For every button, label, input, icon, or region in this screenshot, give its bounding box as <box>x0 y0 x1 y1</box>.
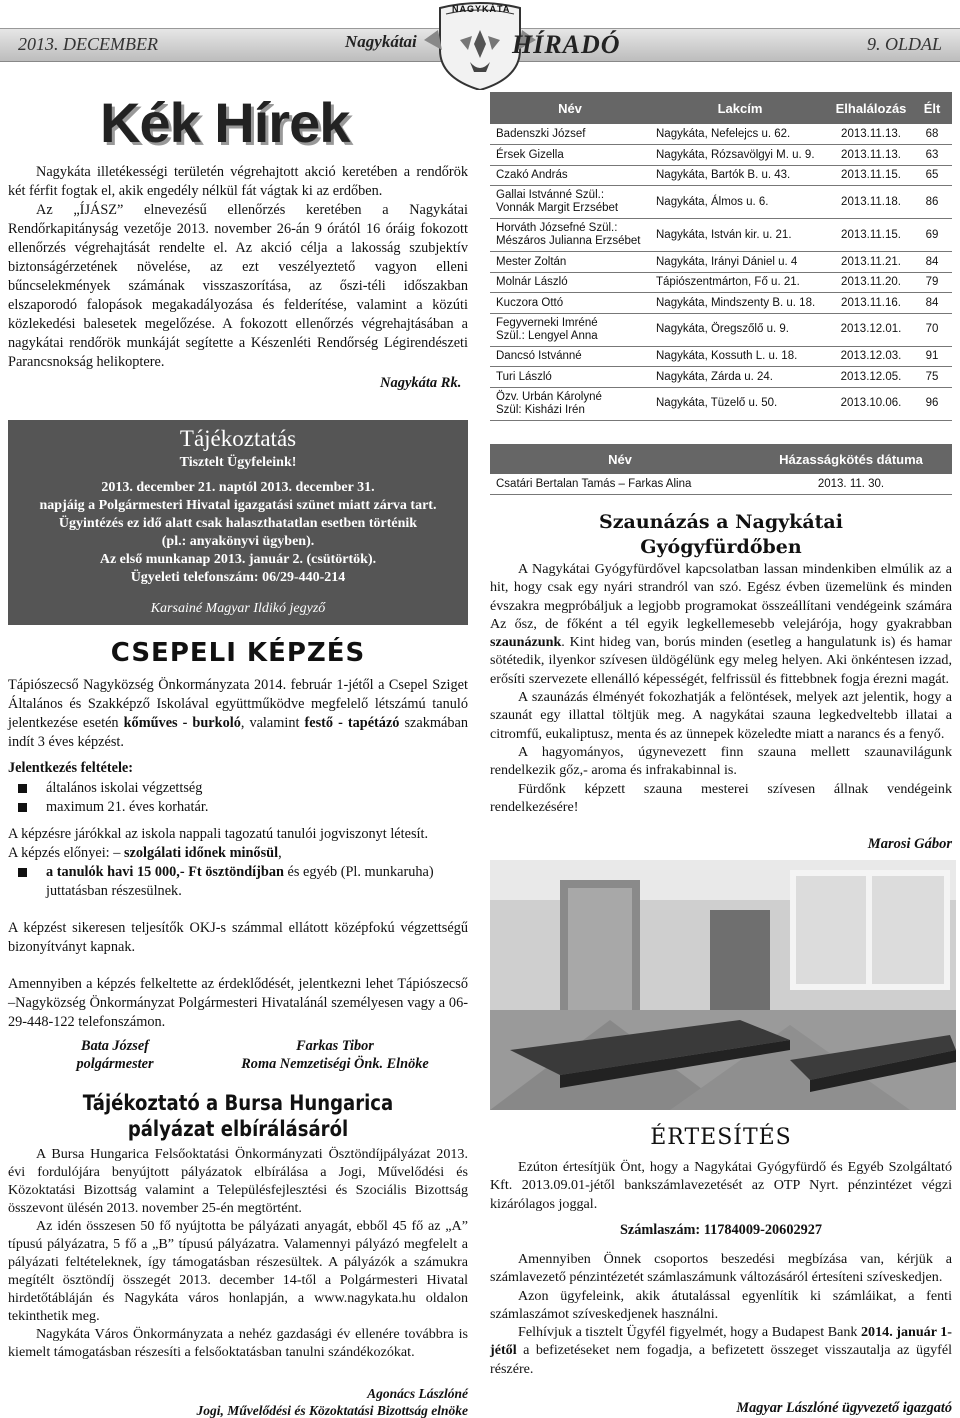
szauna-text: . Kint hideg van, borús minden (esetleg a hangulatunk is) és hamar sötétedik, ilyenkor szívesen üldögélünk egy meleg helyen. Aki önkéntesen izzad, erősíti szervezete ellenálló képességét, felfrissül és fittebbnek fogja érezni magát. <box>490 634 952 687</box>
death-name: Badenszki József <box>490 124 650 145</box>
ertesites-p3: Azon ügyfeleink, akik átutalással egyenlítik ki számláikat, a fenti számlaszámot szíveskedjenek használni. <box>490 1287 952 1322</box>
tajekoztatas-title: Tájékoztatás <box>179 426 297 451</box>
death-name-line: Horváth Józsefné Szül.: <box>496 222 618 234</box>
kek-hirek-signature: Nagykáta Rk. <box>380 375 462 391</box>
crest-label: NAGYKÁTA <box>452 4 511 14</box>
marriages-table <box>490 444 952 495</box>
death-date: 2013.11.15. <box>830 165 912 186</box>
csepeli-intro <box>8 676 468 752</box>
szauna-p3: A hagyományos, úgynevezett finn szauna mellett szaunavilágunk rendelkezik gőz,- aroma és infrakabinnal is. <box>490 743 952 779</box>
death-age: 69 <box>912 219 952 252</box>
death-address: Nagykáta, Bartók B. u. 43. <box>650 165 830 186</box>
death-address: Nagykáta, Öregszőlő u. 9. <box>650 313 830 346</box>
death-address: Nagykáta, Zárda u. 24. <box>650 367 830 388</box>
csepeli-p3 <box>8 844 468 863</box>
table-header-row <box>490 444 952 474</box>
bursa-p2: Az idén összesen 50 fő nyújtotta be pályázati anyagát, ebből 45 fő az „A” típusú pályázatra, 5 fő a „B” típusú pályázatra. Valamennyi pályázó megfelelt a pályázati feltételeknek, így támogatásban részesültek. A pályázók a számukra megítélt ösztöndíj összegét 2013. december 14-től a Polgármesteri Hivatal hirdetőtábláján és Nagykáta város honlapján, a www.nagykata.hu oldalon tekinthetik meg. <box>8 1218 468 1324</box>
csepeli-text: és egyéb (Pl. munkaruha) juttatásban részesülnek. <box>46 864 434 899</box>
tajekoztatas-line: napjáig a Polgármesteri Hivatal igazgatási szünet miatt zárva tart. <box>39 498 437 513</box>
marriage-date: 2013. 11. 30. <box>750 474 952 494</box>
table-row <box>490 186 952 219</box>
conditions-title: Jelentkezés feltétele: <box>8 760 134 776</box>
death-name-line: Mészáros Julianna Erzsébet <box>496 235 641 247</box>
table-row <box>490 474 952 494</box>
signature-role: Jogi, Művelődési és Közoktatási Bizottság elnöke <box>196 1403 468 1418</box>
advantage-item <box>8 863 468 901</box>
death-name <box>490 186 650 219</box>
death-date: 2013.11.20. <box>830 272 912 293</box>
sauna-room-image <box>490 860 956 1110</box>
death-name: Turi László <box>490 367 650 388</box>
death-address: Nagykáta, István kir. u. 21. <box>650 219 830 252</box>
kek-hirek-article <box>8 163 468 372</box>
table-row <box>490 313 952 346</box>
death-address: Nagykáta, Álmos u. 6. <box>650 186 830 219</box>
signature-name: Bata József <box>81 1038 149 1054</box>
table-row <box>490 252 952 273</box>
death-age: 75 <box>912 367 952 388</box>
signature-block <box>40 1037 190 1073</box>
csepeli-text: szakmában indít 3 éves képzést. <box>8 715 468 750</box>
kek-hirek-p1: Nagykáta illetékességi területén végrehajtott akció keretében a rendőrök két férfit fogtak el, akik engedély nélkül fát vágtak ki az erdőben. <box>8 164 468 199</box>
csepeli-advantage-1: szolgálati időnek minősül <box>123 845 279 861</box>
death-address: Nagykáta, Irányi Dániel u. 4 <box>650 252 830 273</box>
tajekoztatas-box <box>8 420 468 625</box>
death-name-line: Özv. Urbán Károlyné <box>496 390 602 403</box>
table-row <box>490 293 952 314</box>
col-header: Név <box>490 444 750 474</box>
page-number: 9. OLDAL <box>866 34 942 54</box>
bursa-p3: Nagykáta Város Önkormányzata a nehéz gazdasági év ellenére továbbra is kiemelt támogatásban részesíti a felsőoktatásban tanulni szándékozókat. <box>8 1326 468 1360</box>
szauna-p1 <box>490 560 952 688</box>
death-address: Nagykáta, Nefelejcs u. 62. <box>650 124 830 145</box>
death-name: Kuczora Ottó <box>490 293 650 314</box>
death-address: Nagykáta, Mindszenty B. u. 18. <box>650 293 830 314</box>
szauna-p4: Fürdőnk képzett szauna mesterei szívesen állnak vendégeink rendelkezésére! <box>490 780 952 815</box>
death-age: 68 <box>912 124 952 145</box>
death-address: Nagykáta, Kossuth L. u. 18. <box>650 346 830 367</box>
signature-name: Farkas Tibor <box>296 1038 374 1054</box>
death-date: 2013.12.03. <box>830 346 912 367</box>
ertesites-bold: 2014. január 1-jétől <box>490 1324 952 1359</box>
table-row <box>490 124 952 145</box>
kek-hirek-title: Kék Hírek <box>100 91 350 154</box>
bursa-p1: A Bursa Hungarica Felsőoktatási Önkormányzati Ösztöndíjpályázat 2013. évi fordulójára benyújtott pályázatok elbírálása a Jogi, Művelődési és Közoktatási Bizottság valamint a Településfejlesztési és Szociális Bizottság összevont ülésén 2013. november 25-én megtörtént. <box>8 1146 468 1216</box>
signature-block <box>215 1037 455 1073</box>
death-age: 84 <box>912 293 952 314</box>
ertesites-p2: Amennyiben Önnek csoportos beszedési megbízása van, kérjük a számlavezető pénzintézetét számlaszámunk változásáról értesíteni szíveskedjen. <box>490 1251 952 1286</box>
death-name: Czakó András <box>490 165 650 186</box>
death-date: 2013.11.13. <box>830 145 912 166</box>
csepeli-trade-1: kőműves - burkoló <box>123 715 241 731</box>
bursa-article <box>8 1145 468 1361</box>
szauna-bold: szaunázunk <box>490 634 562 651</box>
death-address: Tápiószentmárton, Fő u. 21. <box>650 272 830 293</box>
ertesites-text: a befizetéseket nem fogadja, a befizetett összeget visszautalja az ügyfél részére. <box>490 1342 952 1377</box>
table-row <box>490 272 952 293</box>
death-name <box>490 387 650 420</box>
bursa-signature <box>8 1385 468 1418</box>
table-row <box>490 387 952 420</box>
ertesites-text: Felhívjuk a tisztelt Ügyfél figyelmét, hogy a Budapest Bank <box>518 1324 861 1341</box>
bursa-title <box>40 1090 436 1142</box>
kek-hirek-p2: Az „ÍJÁSZ” elnevezésű ellenőrzés keretében a Nagykátai Rendőrkapitányság vezetője 2013. november 26-án 9 órától 16 óráig fokozott ellenőrzés végrehajtását rendelte el. Az akció célja a lakosság szubjektív biztonságérzetének növelése, az ezt veszélyeztető vagyon elleni bűncselekmények számának visszaszorítása, az őszi-téli időszakban elszaporodó falopások megakadályozása és felderítése, valamint a közúti közlekedési balesetek megelőzése. A fokozott ellenőrzés végrehajtásában a nagykátai rendőrök munkáját segítette a Készenléti Rendőrség Légirendészeti Parancsnokság helikoptere. <box>8 202 468 370</box>
tajekoztatas-line: Ügyintézés ez idő alatt csak halaszthatatlan esetben történik <box>58 516 418 531</box>
death-date: 2013.11.15. <box>830 219 912 252</box>
marriage-names: Csatári Bertalan Tamás – Farkas Alina <box>490 474 750 494</box>
death-name: Molnár László <box>490 272 650 293</box>
death-date: 2013.11.13. <box>830 124 912 145</box>
tajekoztatas-line: Az első munkanap 2013. január 2. (csütörtök). <box>99 552 377 567</box>
szauna-title <box>490 510 952 560</box>
death-date: 2013.11.18. <box>830 186 912 219</box>
tajekoztatas-signature: Karsainé Magyar Ildikó jegyző <box>150 601 326 616</box>
deaths-table <box>490 92 952 421</box>
ertesites-body <box>490 1250 952 1378</box>
death-name <box>490 313 650 346</box>
death-age: 63 <box>912 145 952 166</box>
table-row <box>490 165 952 186</box>
col-header: Név <box>490 92 650 124</box>
bursa-title-line: pályázat elbírálásáról <box>127 1117 349 1141</box>
account-number: Számlaszám: 11784009-20602927 <box>619 1222 823 1238</box>
szauna-signature: Marosi Gábor <box>867 836 952 852</box>
death-address: Nagykáta, Rózsavölgyi M. u. 9. <box>650 145 830 166</box>
csepeli-text: , <box>278 845 282 861</box>
table-row <box>490 367 952 388</box>
col-header: Elhalálozás <box>830 92 912 124</box>
col-header: Lakcím <box>650 92 830 124</box>
page-header <box>0 0 960 88</box>
death-age: 70 <box>912 313 952 346</box>
ertesites-title: ÉRTESÍTÉS <box>650 1125 792 1150</box>
tajekoztatas-body <box>8 479 468 587</box>
csepeli-advantages <box>8 825 468 901</box>
condition-item: maximum 21. éves korhatár. <box>8 798 468 817</box>
condition-item: általános iskolai végzettség <box>8 779 468 798</box>
conditions-list <box>8 779 468 817</box>
csepeli-text: Tápiószecső Nagyközség Önkormányzata 2014. február 1-jétől a Csepel Sziget Általános és Szakképző Iskolával együttműködve megfelelő létszámú tanuló jelentkezése esetén <box>8 677 468 731</box>
tajekoztatas-line: 2013. december 21. naptól 2013. december 31. <box>101 480 375 495</box>
szauna-article <box>490 560 952 816</box>
table-row <box>490 346 952 367</box>
csepeli-trade-2: festő - tapétázó <box>304 715 400 731</box>
szauna-p2: A szaunázás élményét fokozhatják a felöntések, melyek azt jelentik, hogy a szaunát egy illattal töltjük meg. A nagykátai szauna legkedveltebb illatai a citromfű, eukaliptusz, menta és az ünnepek közeledte miatt a narancs és a fenyő. <box>490 689 952 742</box>
tajekoztatas-line: Ügyeleti telefonszám: 06/29-440-214 <box>130 570 346 585</box>
ertesites-p4 <box>490 1323 952 1378</box>
death-age: 84 <box>912 252 952 273</box>
masthead-hirado: HÍRADÓ <box>512 30 621 59</box>
death-name: Érsek Gizella <box>490 145 650 166</box>
csepeli-advantage-2: a tanulók havi 15 000,- Ft ösztöndíjban <box>46 864 284 880</box>
szauna-title-line: Szaunázás a Nagykátai <box>599 511 843 533</box>
death-age: 96 <box>912 387 952 420</box>
csepeli-text: A képzés előnyei: – <box>8 845 124 861</box>
death-name: Mester Zoltán <box>490 252 650 273</box>
death-name-line: Fegyverneki Imréné <box>496 316 598 329</box>
szauna-text: A Nagykátai Gyógyfürdővel kapcsolatban lassan mindenkiben elmúlik az a hit, hogy csak egy nyári strandról van szó. Egész évben üzemelünk és minden évszakra megpróbáljuk a legjobb programokat összeállítani vendégeink számára Az ősz, de főként a tél egyik legkellemesebb velejárója, hogy gyakrabban <box>490 561 952 632</box>
signature-role: Roma Nemzetiségi Önk. Elnöke <box>241 1056 429 1072</box>
masthead-nagykatai: Nagykátai <box>345 32 417 51</box>
death-name-line: Vonnák Margit Erzsébet <box>496 202 619 214</box>
signature-name: Agonács Lászlóné <box>367 1386 468 1401</box>
szauna-title-line: Gyógyfürdőben <box>640 536 802 558</box>
bursa-title-line: Tájékoztató a Bursa Hungarica <box>82 1091 394 1115</box>
death-date: 2013.12.01. <box>830 313 912 346</box>
ertesites-p1: Ezúton értesítjük Önt, hogy a Nagykátai Gyógyfürdő és Egyéb Szolgáltató Kft. 2013.09.01-jétől bankszámlavezetését az OTP Nyrt. pénzintézet végzi kizárólagos joggal. <box>490 1159 952 1212</box>
sauna-photo <box>490 860 956 1110</box>
death-date: 2013.10.06. <box>830 387 912 420</box>
signature-role: polgármester <box>76 1056 154 1072</box>
csepeli-p2: A képzésre járókkal az iskola nappali tagozatú tanulói jogviszonyt létesít. <box>8 826 429 842</box>
col-header: Élt <box>912 92 952 124</box>
table-row <box>490 145 952 166</box>
issue-date: 2013. DECEMBER <box>18 34 158 54</box>
table-header-row <box>490 92 952 124</box>
death-name-line: Szül: Kisházi Irén <box>496 403 585 416</box>
csepeli-text: , valamint <box>240 715 305 731</box>
death-age: 79 <box>912 272 952 293</box>
col-header: Házasságkötés dátuma <box>750 444 952 474</box>
death-name: Dancsó Istvánné <box>490 346 650 367</box>
death-address: Nagykáta, Tüzelő u. 50. <box>650 387 830 420</box>
death-age: 65 <box>912 165 952 186</box>
tajekoztatas-line: (pl.: anyakönyvi ügyben). <box>161 534 315 549</box>
tajekoztatas-greeting: Tisztelt Ügyfeleink! <box>179 455 297 470</box>
ertesites-signature: Magyar Lászlóné ügyvezető igazgató <box>736 1400 952 1416</box>
death-age: 86 <box>912 186 952 219</box>
csepeli-p4: A képzést sikeresen teljesítők OKJ-s számmal ellátott középfokú végzettségű bizonyítványt kapnak. <box>8 920 468 955</box>
death-name <box>490 219 650 252</box>
table-row <box>490 219 952 252</box>
csepeli-p5: Amennyiben a képzés felkeltette az érdeklődését, jelentkezni lehet Tápiószecső –Nagyközség Önkormányzat Polgármesteri Hivatalánál személyesen vagy a 06-29-448-122 telefonszámon. <box>8 976 468 1030</box>
death-date: 2013.12.05. <box>830 367 912 388</box>
death-name-line: Szül.: Lengyel Anna <box>496 329 598 342</box>
csepeli-title: CSEPELI KÉPZÉS <box>110 638 366 668</box>
death-date: 2013.11.16. <box>830 293 912 314</box>
death-date: 2013.11.21. <box>830 252 912 273</box>
death-age: 91 <box>912 346 952 367</box>
death-name-line: Gallai Istvánné Szül.: <box>496 189 605 201</box>
